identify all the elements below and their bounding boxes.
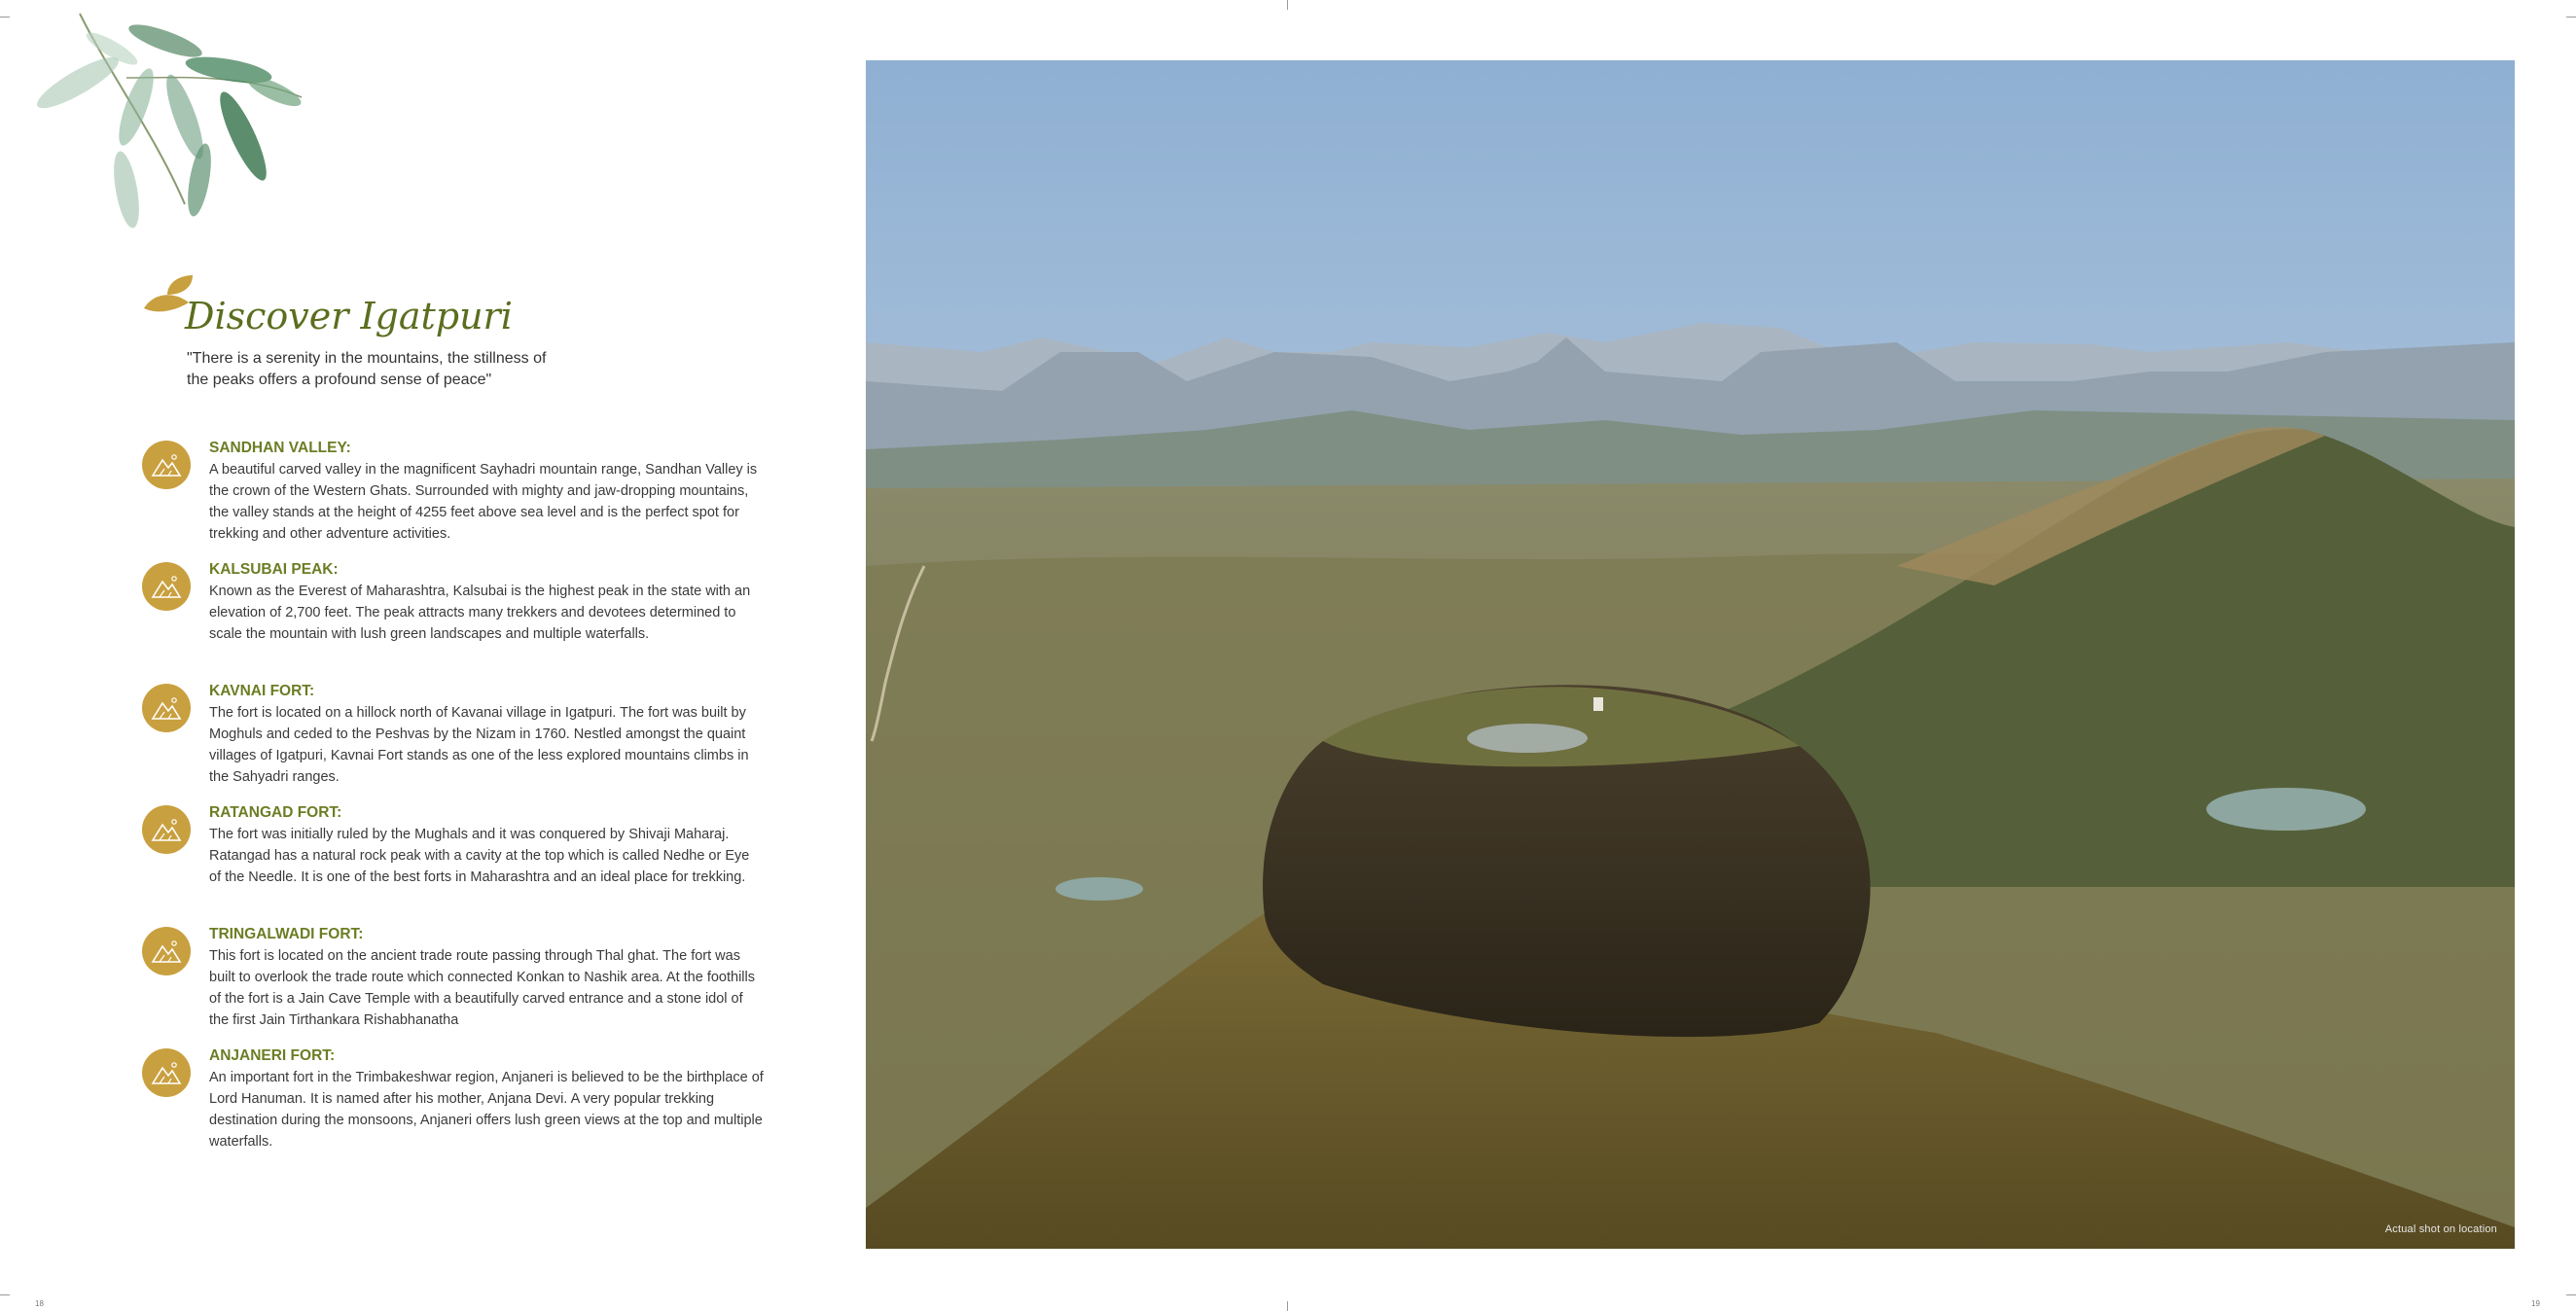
mountain-icon [142, 805, 191, 854]
mountain-icon [142, 927, 191, 975]
attraction-description: Known as the Everest of Maharashtra, Kalsubai is the highest peak in the state with an elevation of 2,700 feet. The peak attracts many trekkers and devotees determined to scale the mountain with lush green landscapes and multiple waterfalls. [209, 584, 751, 642]
mountain-icon [142, 1048, 191, 1097]
list-item [142, 924, 765, 1045]
section-heading [142, 267, 628, 345]
list-item [142, 559, 765, 681]
page-number-left: 18 [35, 1299, 44, 1308]
leaves-decoration [19, 10, 311, 243]
attraction-title: RATANGAD FORT: [209, 804, 342, 821]
crop-mark [0, 17, 10, 18]
photo-caption: Actual shot on location [2384, 1223, 2497, 1235]
quote-text: "There is a serenity in the mountains, the stillness of the peaks offers a profound sense of peace" [187, 350, 547, 388]
landscape-photo [866, 60, 2515, 1249]
attraction-title: KAVNAI FORT: [209, 683, 315, 699]
page-number-right: 19 [2531, 1299, 2540, 1308]
crop-mark [1287, 1301, 1288, 1311]
crop-mark [2566, 17, 2576, 18]
attraction-description: An important fort in the Trimbakeshwar region, Anjaneri is believed to be the birthplace of Lord Hanuman. It is named after his mother, Anjana Devi. A very popular trekking destination during the monsoons, Anjaneri offers lush green views at the top and multiple waterfalls. [209, 1070, 764, 1150]
mountain-icon [142, 684, 191, 732]
page-title: Discover Igatpuri [185, 295, 513, 337]
attraction-description: The fort was initially ruled by the Mughals and it was conquered by Shivaji Maharaj. Ratangad has a natural rock peak with a cavity at the top which is called Nedhe or Eye of the Needle. It is one of the best forts in Maharashtra and an ideal place for trekking. [209, 827, 750, 885]
attraction-title: ANJANERI FORT: [209, 1047, 336, 1064]
attraction-title: TRINGALWADI FORT: [209, 926, 364, 942]
list-item [142, 681, 765, 802]
attraction-title: SANDHAN VALLEY: [209, 440, 351, 456]
crop-mark [1287, 0, 1288, 10]
attraction-description: The fort is located on a hillock north of Kavanai village in Igatpuri. The fort was built by Moghuls and ceded to the Peshvas by the Nizam in 1760. Nestled amongst the quaint villages of Igatpuri, Kavnai Fort stands as one of the less explored mountains climbs in the Sahyadri ranges. [209, 705, 749, 785]
attraction-description: This fort is located on the ancient trade route passing through Thal ghat. The fort was built to overlook the trade route which connected Konkan to Nashik area. At the foothills of the fort is a Jain Cave Temple with a beautifully carved entrance and a stone idol of the first Jain Tirthankara Rishabhanatha [209, 948, 756, 1028]
list-item [142, 802, 765, 924]
mountain-icon [142, 441, 191, 489]
crop-mark [2566, 1294, 2576, 1295]
attraction-title: KALSUBAI PEAK: [209, 561, 339, 578]
mountain-icon [142, 562, 191, 611]
list-item [142, 438, 765, 559]
crop-mark [0, 1294, 10, 1295]
attraction-description: A beautiful carved valley in the magnificent Sayhadri mountain range, Sandhan Valley is the crown of the Western Ghats. Surrounded with mighty and jaw-dropping mountains, the valley stands at the height of 4255 feet above sea level and is the perfect spot for trekking and other adventure activities. [209, 462, 758, 542]
list-item [142, 1045, 765, 1167]
attractions-list [142, 438, 765, 1167]
